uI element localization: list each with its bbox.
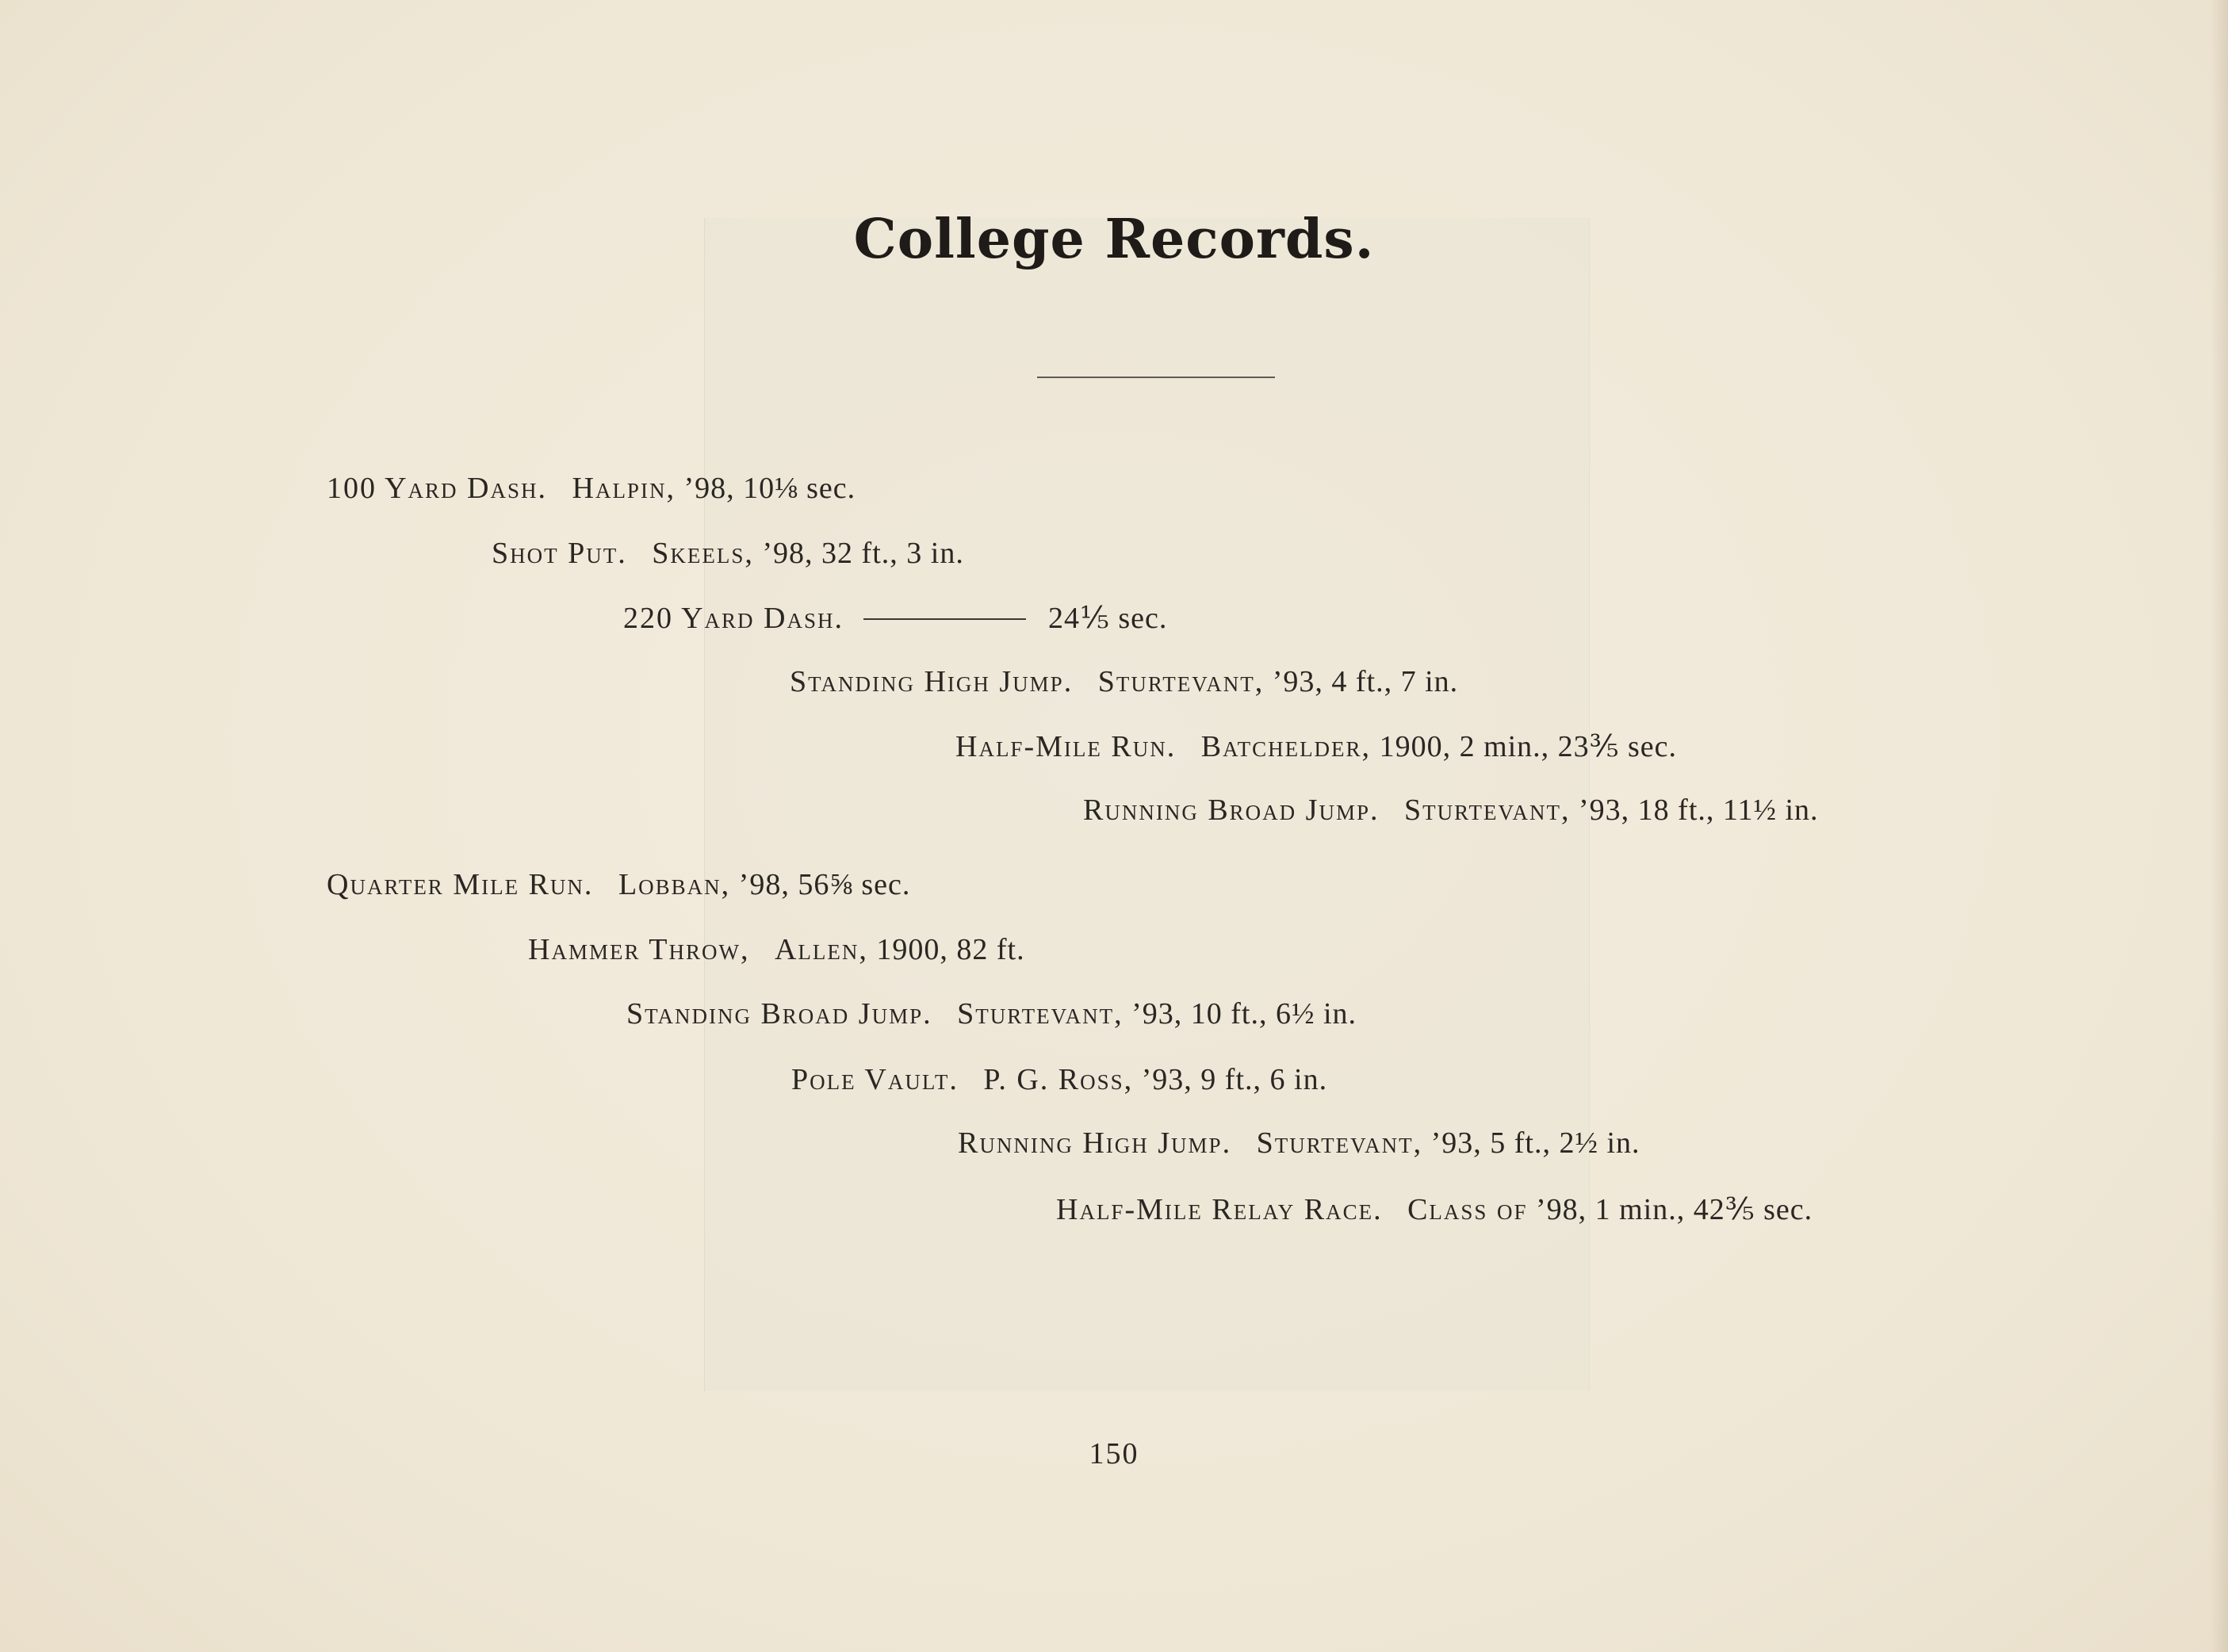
record-half-mile-run bbox=[955, 728, 1677, 764]
record-event: Half-Mile Relay Race. bbox=[1056, 1193, 1383, 1226]
record-detail: 1900, 2 min., 23⅗ sec. bbox=[1379, 730, 1678, 763]
record-event: 100 Yard Dash. bbox=[327, 472, 547, 505]
record-220-yard-dash bbox=[623, 600, 1167, 636]
record-holder: Sturtevant, bbox=[957, 997, 1124, 1031]
record-detail: ’93, 18 ft., 11½ in. bbox=[1579, 793, 1819, 827]
record-holder: Sturtevant, bbox=[1097, 665, 1265, 698]
record-holder: Class of bbox=[1407, 1193, 1528, 1226]
record-detail: ’93, 10 ft., 6½ in. bbox=[1131, 997, 1357, 1031]
record-event: Running Broad Jump. bbox=[1083, 793, 1380, 827]
record-pole-vault bbox=[791, 1062, 1327, 1097]
record-holder: Sturtevant, bbox=[1256, 1126, 1423, 1160]
record-standing-high-jump bbox=[790, 664, 1458, 699]
record-holder: Skeels, bbox=[652, 537, 754, 570]
record-holder: Sturtevant, bbox=[1404, 793, 1571, 827]
record-detail: 24⅕ sec. bbox=[1048, 602, 1168, 635]
record-detail: ’98, 10⅛ sec. bbox=[683, 472, 856, 505]
record-event: 220 Yard Dash. bbox=[623, 602, 844, 635]
record-running-high-jump bbox=[958, 1126, 1640, 1161]
record-standing-broad-jump bbox=[626, 996, 1357, 1031]
record-detail: ’93, 9 ft., 6 in. bbox=[1141, 1063, 1328, 1096]
record-event: Pole Vault. bbox=[791, 1063, 959, 1096]
record-event: Hammer Throw, bbox=[528, 933, 750, 966]
vacant-record-line bbox=[863, 618, 1026, 620]
record-holder: Lobban, bbox=[618, 868, 731, 901]
record-event: Standing High Jump. bbox=[790, 665, 1074, 698]
record-holder: Halpin, bbox=[572, 472, 676, 505]
record-event: Running High Jump. bbox=[958, 1126, 1232, 1160]
record-detail: 1900, 82 ft. bbox=[876, 933, 1025, 966]
record-event: Quarter Mile Run. bbox=[327, 868, 594, 901]
page-title: College Records. bbox=[853, 208, 1375, 271]
record-hammer-throw bbox=[528, 932, 1025, 967]
record-event: Shot Put. bbox=[492, 537, 627, 570]
record-detail: ’98, 56⅝ sec. bbox=[738, 868, 911, 901]
page-number: 150 bbox=[1089, 1437, 1139, 1470]
record-half-mile-relay-race bbox=[1056, 1191, 1813, 1227]
record-holder: Allen, bbox=[774, 933, 868, 966]
record-event: Standing Broad Jump. bbox=[626, 997, 932, 1031]
title-divider bbox=[1037, 377, 1275, 378]
record-detail: ’93, 5 ft., 2½ in. bbox=[1430, 1126, 1640, 1160]
record-100-yard-dash bbox=[327, 471, 856, 506]
record-shot-put bbox=[492, 536, 964, 571]
record-holder: Batchelder, bbox=[1200, 730, 1372, 763]
record-quarter-mile-run bbox=[327, 867, 910, 902]
record-detail: ’93, 4 ft., 7 in. bbox=[1272, 665, 1459, 698]
record-detail: ’98, 32 ft., 3 in. bbox=[762, 537, 964, 570]
record-detail: ’98, 1 min., 42⅗ sec. bbox=[1535, 1193, 1813, 1226]
record-event: Half-Mile Run. bbox=[955, 730, 1177, 763]
record-holder: P. G. Ross, bbox=[983, 1063, 1134, 1096]
record-running-broad-jump bbox=[1083, 793, 1819, 828]
